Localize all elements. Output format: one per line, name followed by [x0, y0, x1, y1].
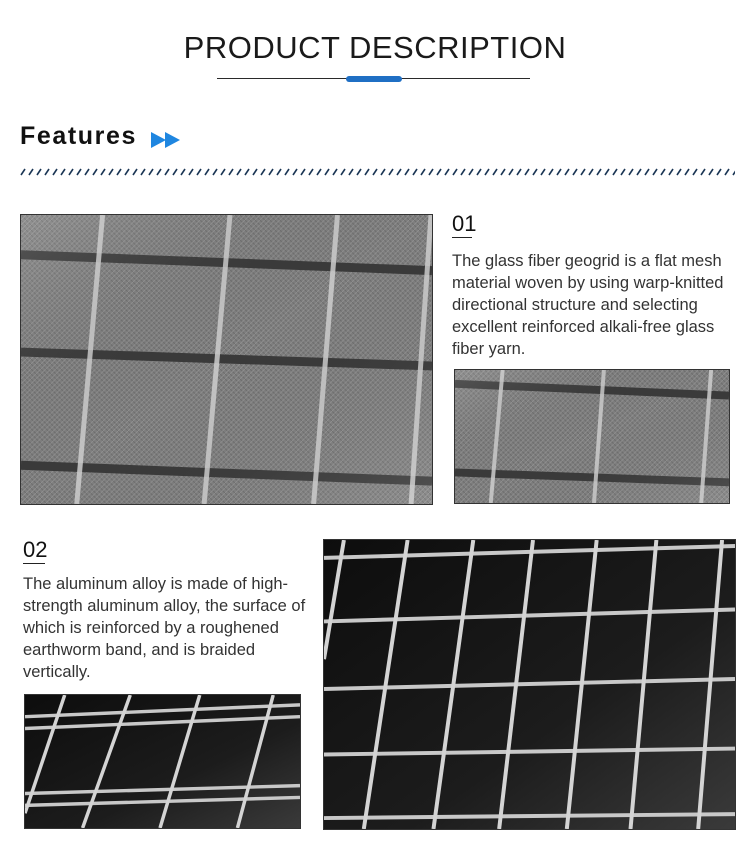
feature-description-01: The glass fiber geogrid is a flat mesh material woven by using warp-knitted directional structure and selecting excellent reinforced alkali-free glass fiber yarn.: [452, 252, 724, 358]
fiberglass-geogrid-detail-photo: [454, 369, 730, 504]
features-heading: Features: [20, 122, 138, 150]
aluminum-mesh-photo: [323, 539, 736, 830]
aluminum-mesh-detail-photo: [24, 694, 301, 829]
feature-number-01: 01: [452, 211, 477, 236]
double-chevron-right-icon: [149, 130, 185, 150]
features-divider: [20, 163, 735, 171]
feature-number-02: 02: [23, 537, 48, 562]
page-title: PRODUCT DESCRIPTION: [183, 30, 567, 65]
title-accent-bar: [346, 76, 402, 82]
feature-description-02: The aluminum alloy is made of high-strength aluminum alloy, the surface of which is reinforced by a roughened earthworm band, and is braided vertically.: [23, 575, 306, 681]
fiberglass-geogrid-photo: [20, 214, 433, 505]
feature-number-underline: [23, 563, 45, 564]
feature-number-underline: [452, 237, 472, 238]
